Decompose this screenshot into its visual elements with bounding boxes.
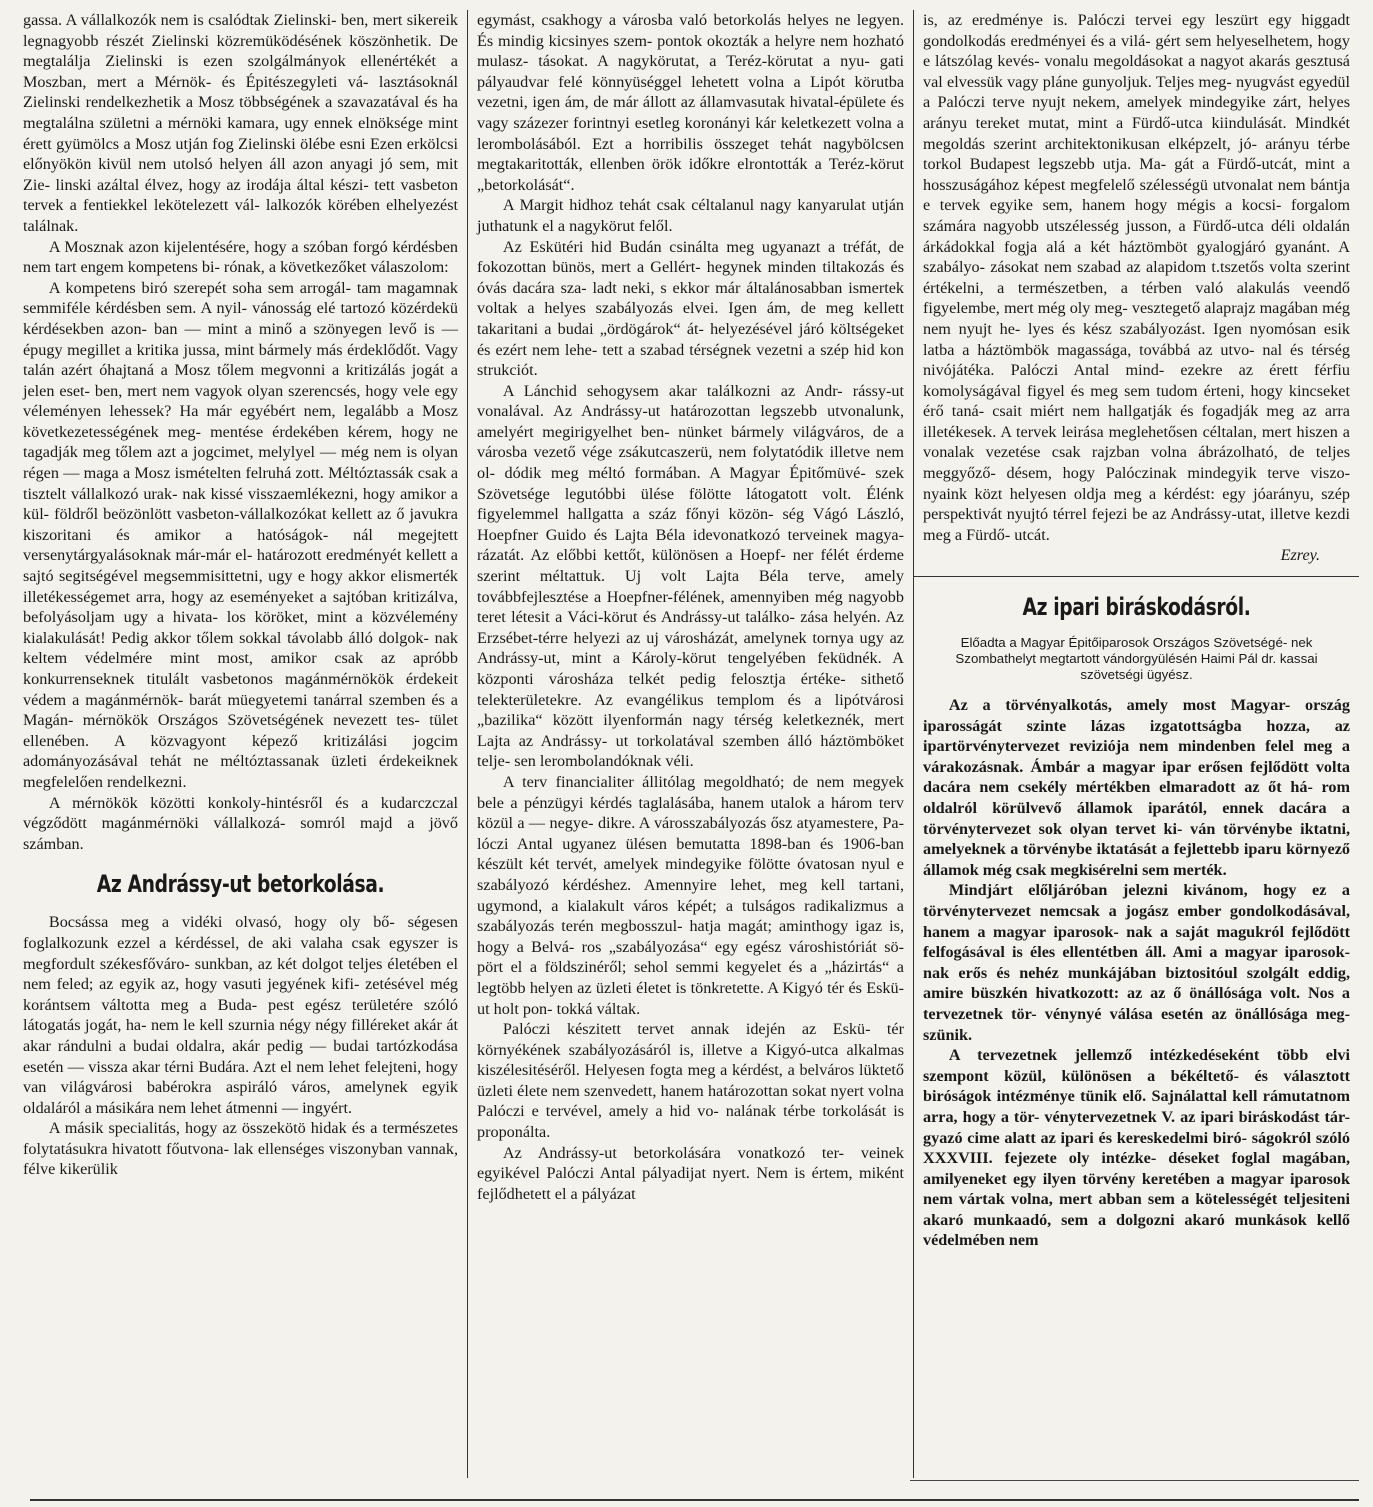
paragraph: Az a törvényalkotás, amely most Magyar- ország iparosságát szinte lázas izgatottságba hozza, az ipartörvénytervezet reviziója nem mindenben felel meg a várakozásnak. Ámbár a magyar ipar erősen fejlődött volta dacára nem csekély mértékben elmaradott az őt há- rom oldalról körülvevő államok iparától, ennek dacára a törvénytervezet sok olyan tervet ki- ván törvénybe iktatni, amelyeknek a törvénybe iktatását a fejlettebb iparu környező államok még csak megkisérelni sem merték. [923,696,1350,879]
paragraph: A tervezetnek jellemző intézkedéseként több elvi szempont közül, különösen a békéltető- és választott biróságok intézménye tünik elő. Sajnálattal kell rámutatnom arra, hogy a tör- vénytervezetnek V. az ipari biráskodást tár- gyazó cime alatt az ipari és kereskedelmi biró- ságokról szóló XXXVIII. fejezete oly intézke- déseket foglal magában, amilyeneket egy ilyen törvény keretében a magyar iparosok nem vártak volna, mert abban sem a kötelességét teljesiteni akaró munkaadó, sem a dolgozni akaró munkások kellő védelmében nem [923,1046,1350,1250]
column-middle [467,10,913,1478]
paragraph: Mindjárt előljáróban jelezni kivánom, hogy ez a törvénytervezet nemcsak a jogász ember gondolkodásával, hanem a magyar iparosok- nak a saját magukról fejlődött felfogásával is éles ellentétben áll. Ami a magyar iparosok- nak erős és nehéz munkájában biztositóul szolgált eddig, amire büszkén hivatkozott: az az ő önállósága volt. Nos a tervezetnek tör- vénynyé válása esetén az önállósága meg- szünik. [923,881,1350,1044]
end-rule [910,1480,1359,1481]
paragraph: A Mosznak azon kijelentésére, hogy a szóban forgó kérdésben nem tart engem kompetens bi- rónak, a következőket válaszolom: [23,237,458,277]
paragraph: gassa. A vállalkozók nem is csalódtak Zielinski- ben, mert sikereik legnagyobb részét Zielinski közremüködésének köszönhetik. De megtalálja Zielinski is ezen szolgálmányok ellenértékét a Moszban, mert a Mérnök- és Épitészegyleti vá- lasztásoknál Zielinski rendelkezhetik a Mosz többségének a szavazatával és ha megtalálna születni a mérnöki kamara, ugy ennek elnöksége mint érett gyümölcs a Mosz utján fog Zielinski ölébe esni Ezen erkölcsi előnyökön kivül nem utolsó helyen áll azon anyagi jó sem, mit Zie- linski azáltal élvez, hogy az irodája által készi- tett vasbeton tervek a fentiekkel lekötelezett vál- lalkozók körében elhelyezést találnak. [23,11,458,235]
paragraph: egymást, csakhogy a városba való betorkolás helyes ne legyen. És mindig kicsinyes szem- pontok okozták a helyre nem hozható mulasz- tásokat. A nagykörutat, a Teréz-körutat a nyu- gati pályaudvar felé könnyüséggel lehetett volna a Lipót körutba vezetni, igen ám, de már állott az államvasutak hivatal-épülete és vagy százezer forintnyi esetleg koronányi kár keletkezett volna a lerombolásából. Ezt a horribilis összeget tehát nagybölcsen megtakaritották, ellenben örök időkre elrontották a Teréz-körut „betorkolását“. [477,11,904,194]
column-right [913,10,1359,1478]
paragraph: is, az eredménye is. Palóczi tervei egy leszürt egy higgadt gondolkodás eredményei és a vilá- gért sem helyeselhetem, hogy e látszólag kevés- vonalu megoldásokat a nagyot akarás gesztusá val elvessük vagy pláne gunyoljuk. Teljes meg- nyugvást egyedül a Palóczi terve nyujt nekem, amelyek mindegyike zárt, helyes arányu tereket mutat, mint a Fürdő-utca kiindulását. Mindkét megoldás szerint architektonikusan elképzelt, jó- arányu térbe torkol Budapest legszebb utja. Ma- gát a Fürdő-utcát, mint a hosszuságához képest megfelelő szélességü utvonalat nem bántja e tervek egyike sem, hanem hogy mégis a kocsi- forgalom számára nagyobb utszélesség jusson, a Fürdő-utca déli oldalán árkádokkal fogja alá a két háztömböt gyalogjáró gyanánt. A szabályo- zásokat nem szabad az alapidom t.tszetős volta szerint értékelni, a természetben, a térben való alakulás veendő figyelembe, mert még oly meg- vesztegető alaprajz magában még nem nyujt he- lyes és kész szabályozást. Igen nyomósan esik latba a háztömbök magassága, továbbá az utvo- nal és térség nivójátéka. Palóczi Antal mind- ezekre az érett férfiu komolyságával figyel és meg sem tudom érteni, hogy kincseket érő taná- csait miért nem hallgatják és fogadják meg az arra illetékesek. A tervek leirása meglehetősen céltalan, mert hiszen a vonalak vezetése csak rajzban volna ábrázolható, de teljes meggyőző- désem, hogy Palóczinak mindegyik terve viszo- nyaink közt helyesen oldja meg a kérdést: egy jóarányu, szép perspektivát nyujtó térrel fejezi be az Andrássy-utat, illetve kezdi meg a Fürdő- utcát. [923,11,1350,544]
article-lead: Előadta a Magyar Épitőiparosok Országos Szövetségé- nek Szombathelyt megtartott vándorgyülésén Haimi Pál dr. kassai szövetségi ügyész. [955,635,1318,683]
paragraph: A Margit hidhoz tehát csak céltalanul nagy kanyarulat utján juthatunk el a nagykörut felől. [477,196,904,235]
article-headline-andrassy: Az Andrássy-ut betorkolása. [96,870,385,899]
paragraph: Bocsássa meg a vidéki olvasó, hogy oly bő- ségesen foglalkozunk ezzel a kérdéssel, de aki valaha csak egyszer is megfordult székesfőváro- sunkban, az két dolgot teljes életében el nem feled; az egyik az, hogy vasuti jegyének kifi- zetésével még korántsem váltotta meg a Buda- pest egész területére szóló látogatás jogát, ha- nem le kell szurnia négy négy filléreket akár át akar rándulni a budai oldalra, akár pedig — budai tartózkodása esetén — vissza akar térni Budára. Azt el nem lehet felejteni, hogy van világvárosi babérokra aspiráló város, amelynek egyik oldaláról a másikára nem lehet átmenni — ingyért. [23,913,458,1117]
footer-rule [30,1499,1359,1501]
article-body-bold [923,695,1350,1251]
paragraph: A mérnökök közötti konkoly-hintésről és a kudarczczal végződött magánmérnöki vállalkozá- somról majd a jövő számban. [23,793,458,853]
paragraph: Az Eskütéri hid Budán csinálta meg ugyanazt a tréfát, de fokozottan bünös, mert a Gellért- hegynek minden tiltakozás és óvás dacára sza- ladt neki, s ekkor már általánosabban ismertek voltak a helyes szabályozás elvei. Igen ám, de meg kellett takaritani a budai „ördögárok“ át- helyezésével járó költségeket és ezért nem lehe- tett a szabad térségnek vezetni a szép hid kon strukciót. [477,237,904,380]
article-headline-ipari: Az ipari biráskodásról. [1022,593,1251,622]
paragraph: Az Andrássy-ut betorkolására vonatkozó ter- veinek egyikével Palóczi Antal pályadijat nyert. Nem is értem, miként fejlődhetett el a pályázat [477,1143,904,1203]
columns [14,10,1359,1478]
paragraph: Palóczi készitett tervet annak idején az Eskü- tér környékének szabályozásáról is, illetve a Kigyó-utca alkalmas kiszélesitéséről. Helyesen fogta meg a kérdést, a belváros lüktető üzleti élete nem szenvedett, hanem határozottan sokat nyert volna Palóczi e tervével, amely a hid vo- nalának térbe torkolását is proponálta. [477,1020,904,1142]
divider [914,576,1359,577]
column-left [14,10,467,1478]
paragraph: A másik specialitás, hogy az összekötö hidak és a természetes folytatásukra hivatott főutvona- lak ellenséges viszonyban vannak, félve kikerülik [23,1119,458,1179]
paragraph: A terv financialiter állitólag megoldható; de nem megyek bele a pénzügyi kérdés taglalásába, hanem utalok a három terv közül a — negye- dikre. A városszabályozás ősz atyamestere, Pa- lóczi Antal ugyanez ülésen bemutatta 1898-ban és 1906-ban készült két tervét, amelyek mindegyike fölötte óvatosan nyul e szabályozó kérdéshez. Amennyire lehet, meg kell tartani, ugymond, a kialakult város képét; a tulságos radikalizmus a szabályozás terén megbosszul- hatja magát; aminthogy igaz is, hogy a Belvá- ros „szabályozása“ egy egész városhistóriát sö- pört el a földszinéről; sehol semmi kegyelet és a „házirtás“ a legtöbb helyen az üzleti életet is tönkretette. A Kigyó tér és Eskü-ut holt pon- tokká váltak. [477,772,904,1018]
paragraph: A Lánchid sehogysem akar találkozni az Andr- rássy-ut vonalával. Az Andrássy-ut határozottan legszebb utvonalunk, amelyért megirigyelhet ben- nünket bármely világváros, de a városba vezető vége zsákutcaszerü, nem folytatódik illetve nem ol- dódik meg méltó formában. A Magyar Épitőmüvé- szek Szövetsége legutóbbi ülése fölötte látogatott volt. Élénk figyelemmel hallgatta a száz főnyi közön- ség Vágó László, Hoepfner Guido és Lajta Béla idevonatkozó terveinek magya- rázatát. Az előbbi kettőt, különösen a Hoepf- ner félét érdeme szerint méltattuk. Uj volt Lajta Béla terve, amely továbbfejlesztése a Hoepfner-félének, amennyiben még nagyobb teret létesit a Váci-körut és Andrássy-ut találko- zása helyén. Az Erzsébet-térre helyezi az uj városházát, amelynek tornya ugy az Andrássy-ut, mint a Károly-körut tengelyében feküdnék. A központi városháza telkét pedig felosztja értéke- sithető telekterületekre. Az evangélikus templom és a lipótvárosi „bazilika“ között ilyenformán nagy térség keletkeznék, mert Lajta az Andrássy- ut torkolatával szemben álló háztömböket telje- sen lerombolandóknak véli. [477,381,904,771]
author-signature: Ezrey. [1280,546,1320,565]
paragraph: A kompetens biró szerepét soha sem arrogál- tam magamnak semmiféle kérdésben sem. A nyil- vánosság elé tartozó közérdekü kérdésekben azon- ban — mint a minő a szönyegen levő is — épugy megillet a kritika jussa, mint bármely más érdeklődőt. Vagy talán azért óhajtaná a Mosz tőlem megvonni a kritizálás jogát a jelen eset- ben, mert nem vagyok olyan szerencsés, hogy vele egy véleményen lehessek? Ha már egyébért nem, legalább a Mosz következetességének meg- mentése érdekében kérem, hogy ne tagadják meg tőlem azt a jogcimet, melylyel — még nem is olyan régen — maga a Mosz ismételten felruhá zott. Méltóztassák csak a tisztelt vállalkozó urak- nak kissé visszaemlékezni, hogy amikor a kül- földről beözönlött vasbeton-vállalkozókat kellett az ő javukra kiszoritani és amikor a hatóságok- nál megejtett versenytárgyalásoknak már-már el- határozott eredményét kellett a sajtó segitségével megsemmisittetni, ugy e hogy akkor elismerték illetékességemet arra, hogy az eseményeket a sajtóban kritizálva, befolyásoljam ugy a hivata- los köröket, mint a közvélemény kialakulását! Pedig akkor tőlem sokkal távolabb álló dolgok- nak keltem védelmére mint most, amikor csak az apróbb konkurrenseknek titulált vasbetonos magánmérnökök érdekeit védem a magánmérnök- barát müegyetemi tanárral szemben és a Magán- mérnökök Országos Szövetségének nevezett tes- tület ellenében. A közvagyont képező kritizálási jogcim adományozásával tehát ne méltóztassanak üzleti érdekeiknek megfelelően rendelkezni. [23,278,458,791]
